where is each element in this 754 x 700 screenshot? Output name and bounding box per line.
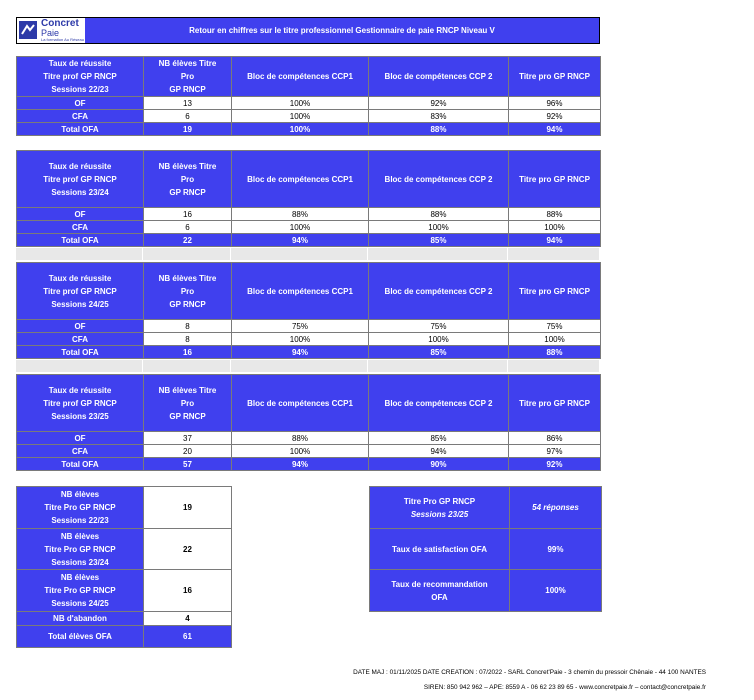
cell-nb: 20 <box>144 445 232 458</box>
row-label-of: OF <box>17 97 144 110</box>
total-students-value: 61 <box>144 626 232 648</box>
col-nb-header: NB élèves Titre Pro GP RNCP <box>144 375 232 432</box>
satisfaction-label: Taux de satisfaction OFA <box>370 529 510 570</box>
cell-ccp2: 85% <box>369 432 509 445</box>
students-value: 22 <box>144 529 232 570</box>
cell-titre: 100% <box>509 221 601 234</box>
total-ccp1: 94% <box>232 458 369 471</box>
results-table-2223 <box>16 56 601 136</box>
row-label-cfa: CFA <box>17 110 144 123</box>
total-label: Total OFA <box>17 346 144 359</box>
total-row <box>17 458 601 471</box>
students-label: NB élèves Titre Pro GP RNCP Sessions 22/23 <box>17 487 144 529</box>
total-nb: 57 <box>144 458 232 471</box>
total-titre: 88% <box>509 346 601 359</box>
col-ccp1-header: Bloc de compétences CCP1 <box>232 263 369 320</box>
table-row <box>370 529 602 570</box>
col-titre-header: Titre pro GP RNCP <box>509 375 601 432</box>
total-nb: 22 <box>144 234 232 247</box>
table-label: Taux de réussite Titre prof GP RNCP Sessions 23/24 <box>17 151 144 208</box>
table-label: Taux de réussite Titre prof GP RNCP Sessions 24/25 <box>17 263 144 320</box>
total-nb: 19 <box>144 123 232 136</box>
col-ccp2-header: Bloc de compétences CCP 2 <box>369 263 509 320</box>
logo-mark-icon <box>19 21 37 39</box>
cell-ccp2: 100% <box>369 221 509 234</box>
spacer-row <box>16 360 600 372</box>
cell-nb: 6 <box>144 110 232 123</box>
cell-ccp1: 100% <box>232 333 369 346</box>
satisfaction-header: Titre Pro GP RNCP Sessions 23/25 <box>370 487 510 529</box>
total-row <box>17 234 601 247</box>
students-label: NB élèves Titre Pro GP RNCP Sessions 23/24 <box>17 529 144 570</box>
abandon-label: NB d'abandon <box>17 612 144 626</box>
cell-ccp1: 75% <box>232 320 369 333</box>
table-row <box>17 208 601 221</box>
table-row <box>17 487 232 529</box>
col-titre-header: Titre pro GP RNCP <box>509 57 601 97</box>
cell-ccp2: 75% <box>369 320 509 333</box>
page-title: Retour en chiffres sur le titre professionnel Gestionnaire de paie RNCP Niveau V <box>189 26 495 35</box>
page-header <box>16 17 600 44</box>
abandon-value: 4 <box>144 612 232 626</box>
col-titre-header: Titre pro GP RNCP <box>509 151 601 208</box>
total-label: Total OFA <box>17 458 144 471</box>
table-row <box>17 432 601 445</box>
table-label: Taux de réussite Titre prof GP RNCP Sessions 22/23 <box>17 57 144 97</box>
cell-ccp2: 88% <box>369 208 509 221</box>
total-students-label: Total élèves OFA <box>17 626 144 648</box>
row-label-cfa: CFA <box>17 221 144 234</box>
total-titre: 94% <box>509 123 601 136</box>
table-row <box>17 221 601 234</box>
cell-nb: 37 <box>144 432 232 445</box>
total-ccp2: 85% <box>369 234 509 247</box>
row-label-of: OF <box>17 208 144 221</box>
cell-ccp1: 100% <box>232 97 369 110</box>
cell-nb: 8 <box>144 320 232 333</box>
responses-count: 54 réponses <box>510 487 602 529</box>
table-row <box>370 487 602 529</box>
cell-ccp2: 92% <box>369 97 509 110</box>
table-row <box>17 445 601 458</box>
table-row <box>17 320 601 333</box>
students-value: 19 <box>144 487 232 529</box>
row-label-of: OF <box>17 432 144 445</box>
results-table-2425 <box>16 262 601 359</box>
students-value: 16 <box>144 570 232 612</box>
cell-ccp2: 94% <box>369 445 509 458</box>
total-ccp1: 94% <box>232 234 369 247</box>
total-label: Total OFA <box>17 234 144 247</box>
table-row <box>17 529 232 570</box>
logo-line1: Concret <box>41 18 79 29</box>
cell-nb: 8 <box>144 333 232 346</box>
col-ccp2-header: Bloc de compétences CCP 2 <box>369 57 509 97</box>
cell-ccp1: 100% <box>232 221 369 234</box>
results-table-2325 <box>16 374 601 471</box>
total-ccp1: 100% <box>232 123 369 136</box>
footer-line1: DATE MAJ : 01/11/2025 DATE CREATION : 07/2022 - SARL Concret'Paie - 3 chemin du pressoir Chênaie - 44 100 NANTES <box>353 669 706 676</box>
table-row <box>17 110 601 123</box>
total-titre: 94% <box>509 234 601 247</box>
col-titre-header: Titre pro GP RNCP <box>509 263 601 320</box>
col-nb-header: NB élèves Titre Pro GP RNCP <box>144 263 232 320</box>
students-summary-table <box>16 486 232 648</box>
cell-ccp1: 100% <box>232 110 369 123</box>
satisfaction-table <box>369 486 602 612</box>
total-ccp1: 94% <box>232 346 369 359</box>
table-row <box>17 570 232 612</box>
row-label-cfa: CFA <box>17 333 144 346</box>
logo-line2: Paie <box>41 28 60 38</box>
total-label: Total OFA <box>17 123 144 136</box>
table-row <box>370 570 602 612</box>
total-row <box>17 626 232 648</box>
concretpaie-logo <box>19 19 85 43</box>
table-row <box>17 97 601 110</box>
cell-nb: 13 <box>144 97 232 110</box>
total-ccp2: 88% <box>369 123 509 136</box>
cell-titre: 86% <box>509 432 601 445</box>
students-label: NB élèves Titre Pro GP RNCP Sessions 24/25 <box>17 570 144 612</box>
col-nb-header: NB élèves Titre Pro GP RNCP <box>144 57 232 97</box>
total-ccp2: 90% <box>369 458 509 471</box>
spacer-row <box>16 248 600 260</box>
row-label-of: OF <box>17 320 144 333</box>
footer-line2: SIREN: 850 942 962 – APE: 8559 A - 06 62 23 89 65 - www.concretpaie.fr – contact@concretpaie.fr <box>423 684 706 691</box>
cell-titre: 96% <box>509 97 601 110</box>
row-label-cfa: CFA <box>17 445 144 458</box>
cell-titre: 75% <box>509 320 601 333</box>
col-ccp2-header: Bloc de compétences CCP 2 <box>369 151 509 208</box>
cell-nb: 16 <box>144 208 232 221</box>
total-row <box>17 346 601 359</box>
table-row <box>17 333 601 346</box>
cell-ccp1: 100% <box>232 445 369 458</box>
table-row <box>17 612 232 626</box>
col-ccp2-header: Bloc de compétences CCP 2 <box>369 375 509 432</box>
recommendation-value: 100% <box>510 570 602 612</box>
cell-titre: 97% <box>509 445 601 458</box>
cell-titre: 92% <box>509 110 601 123</box>
total-row <box>17 123 601 136</box>
recommendation-label: Taux de recommandation OFA <box>370 570 510 612</box>
logo-tagline: La formation Au Réseau <box>41 37 84 42</box>
results-table-2324 <box>16 150 601 247</box>
cell-ccp2: 100% <box>369 333 509 346</box>
col-ccp1-header: Bloc de compétences CCP1 <box>232 57 369 97</box>
total-titre: 92% <box>509 458 601 471</box>
satisfaction-value: 99% <box>510 529 602 570</box>
cell-nb: 6 <box>144 221 232 234</box>
table-label: Taux de réussite Titre prof GP RNCP Sessions 23/25 <box>17 375 144 432</box>
col-ccp1-header: Bloc de compétences CCP1 <box>232 375 369 432</box>
cell-titre: 100% <box>509 333 601 346</box>
header-title-bar <box>85 18 599 43</box>
col-ccp1-header: Bloc de compétences CCP1 <box>232 151 369 208</box>
col-nb-header: NB élèves Titre Pro GP RNCP <box>144 151 232 208</box>
cell-ccp1: 88% <box>232 432 369 445</box>
total-nb: 16 <box>144 346 232 359</box>
cell-ccp2: 83% <box>369 110 509 123</box>
cell-ccp1: 88% <box>232 208 369 221</box>
cell-titre: 88% <box>509 208 601 221</box>
total-ccp2: 85% <box>369 346 509 359</box>
